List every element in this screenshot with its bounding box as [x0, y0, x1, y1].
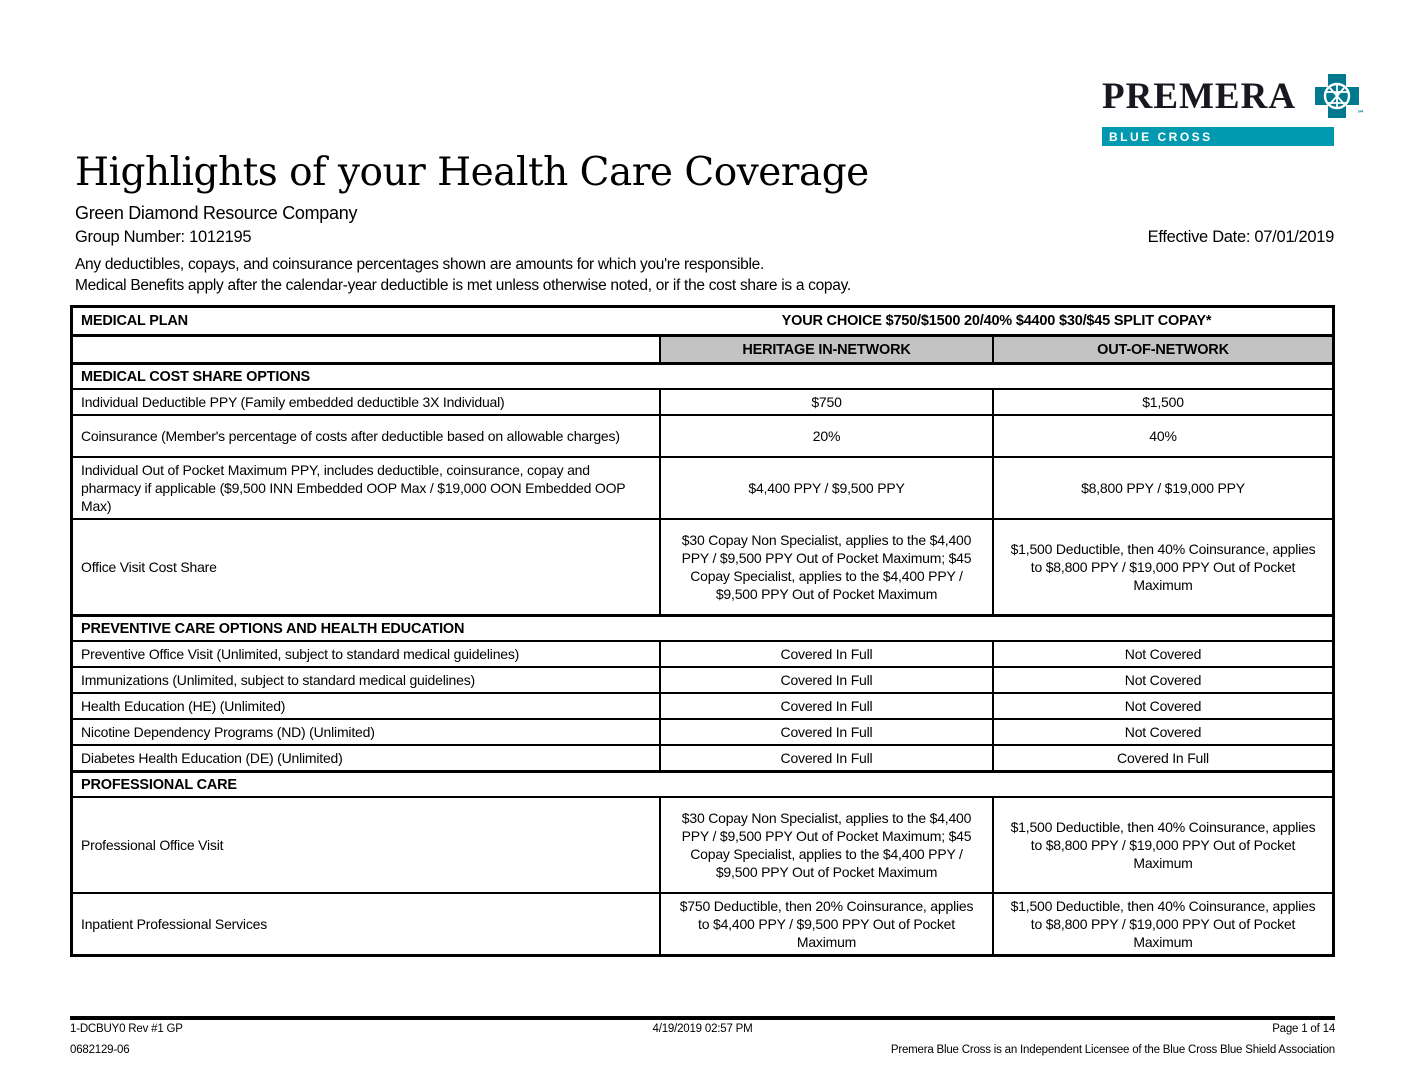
network-header-row: [73, 334, 1332, 362]
benefit-label: Office Visit Cost Share: [73, 520, 661, 614]
benefit-label: Coinsurance (Member's percentage of costs after deductible based on allowable charges): [73, 416, 661, 456]
in-network-value: $30 Copay Non Specialist, applies to the $4,400 PPY / $9,500 PPY Out of Pocket Maximum; $45 Copay Specialist, applies to the $4,400 PPY / $9,500 PPY Out of Pocket Maximum: [661, 520, 994, 614]
in-network-value: $750: [661, 390, 994, 414]
table-row-coinsurance: [73, 414, 1332, 456]
in-network-value: Covered In Full: [661, 746, 994, 770]
page-title: Highlights of your Health Care Coverage: [75, 150, 869, 195]
benefit-label: Preventive Office Visit (Unlimited, subject to standard medical guidelines): [73, 642, 661, 666]
in-network-value: $4,400 PPY / $9,500 PPY: [661, 458, 994, 518]
effective-date: Effective Date: 07/01/2019: [1147, 228, 1334, 246]
table-row-diabetes-health-education: [73, 744, 1332, 770]
service-mark: ℠: [1356, 109, 1366, 118]
out-of-network-value: Not Covered: [1124, 646, 1202, 662]
table-row-inpatient-professional-services: [73, 892, 1332, 954]
out-of-network-value: $1,500 Deductible, then 40% Coinsurance, applies to $8,800 PPY / $19,000 PPY Out of Pocket Maximum: [1010, 819, 1316, 871]
in-network-value: Covered In Full: [661, 694, 994, 718]
medical-plan-label: MEDICAL PLAN: [81, 313, 188, 329]
in-network-value: Covered In Full: [661, 642, 994, 666]
premera-wordmark: PREMERA: [1102, 75, 1297, 117]
footer-line-1: [70, 1023, 1335, 1035]
intro-text: [75, 254, 851, 296]
column-header-out-of-network: OUT-OF-NETWORK: [994, 337, 1332, 362]
footer-licensee-note: Premera Blue Cross is an Independent Licensee of the Blue Cross Blue Shield Association: [890, 1044, 1335, 1056]
out-of-network-value: $8,800 PPY / $19,000 PPY: [1081, 480, 1245, 496]
footer-rule: [70, 1016, 1335, 1020]
out-of-network-value: $1,500 Deductible, then 40% Coinsurance, applies to $8,800 PPY / $19,000 PPY Out of Pocket Maximum: [1010, 898, 1316, 950]
benefit-label: Inpatient Professional Services: [73, 894, 661, 954]
blue-cross-plus-icon: [1313, 72, 1366, 120]
table-row-individual-oop-max: [73, 456, 1332, 518]
out-of-network-value: Covered In Full: [1117, 750, 1209, 766]
plan-name: YOUR CHOICE $750/$1500 20/40% $4400 $30/$45 SPLIT COPAY*: [781, 313, 1212, 329]
in-network-value: 20%: [661, 416, 994, 456]
table-row-professional-office-visit: [73, 796, 1332, 892]
in-network-value: Covered In Full: [661, 720, 994, 744]
footer-page-number: Page 1 of 14: [1272, 1023, 1336, 1035]
out-of-network-value: Not Covered: [1124, 672, 1202, 688]
table-row-health-education: [73, 692, 1332, 718]
out-of-network-value: 40%: [1149, 428, 1177, 444]
benefit-label: Professional Office Visit: [73, 798, 661, 892]
premera-logo-row: [1102, 70, 1366, 122]
benefit-label: Diabetes Health Education (DE) (Unlimited): [73, 746, 661, 770]
out-of-network-value: $1,500 Deductible, then 40% Coinsurance, applies to $8,800 PPY / $19,000 PPY Out of Pocket Maximum: [1010, 541, 1316, 593]
table-row-office-visit-cost-share: [73, 518, 1332, 614]
group-number: Group Number: 1012195: [75, 228, 252, 246]
out-of-network-value: Not Covered: [1124, 724, 1202, 740]
section-header-preventive-care: PREVENTIVE CARE OPTIONS AND HEALTH EDUCATION: [73, 614, 1332, 640]
footer-line-2: [70, 1044, 1335, 1056]
medical-plan-row: [73, 308, 1332, 334]
benefits-table: [70, 305, 1335, 957]
premera-logo: [1102, 70, 1366, 146]
benefit-label: Health Education (HE) (Unlimited): [73, 694, 661, 718]
in-network-value: $750 Deductible, then 20% Coinsurance, applies to $4,400 PPY / $9,500 PPY Out of Pocket Maximum: [661, 894, 994, 954]
section-header-medical-cost-share: MEDICAL COST SHARE OPTIONS: [73, 362, 1332, 388]
benefit-label: Immunizations (Unlimited, subject to standard medical guidelines): [73, 668, 661, 692]
table-row-preventive-office-visit: [73, 640, 1332, 666]
section-header-professional-care: PROFESSIONAL CARE: [73, 770, 1332, 796]
in-network-value: $30 Copay Non Specialist, applies to the $4,400 PPY / $9,500 PPY Out of Pocket Maximum; $45 Copay Specialist, applies to the $4,400 PPY / $9,500 PPY Out of Pocket Maximum: [661, 798, 994, 892]
footer-print-timestamp: 4/19/2019 02:57 PM: [652, 1023, 753, 1035]
column-header-in-network: HERITAGE IN-NETWORK: [661, 337, 994, 362]
benefit-label: Individual Deductible PPY (Family embedded deductible 3X Individual): [73, 390, 661, 414]
table-row-nicotine-dependency: [73, 718, 1332, 744]
company-name: Green Diamond Resource Company: [75, 203, 358, 223]
benefit-label: Individual Out of Pocket Maximum PPY, includes deductible, coinsurance, copay and pharmacy if applicable ($9,500 INN Embedded OOP Max / $19,000 OON Embedded OOP Max): [73, 458, 661, 518]
intro-line-2: Medical Benefits apply after the calendar-year deductible is met unless otherwise noted, or if the cost share is a copay.: [75, 277, 851, 294]
out-of-network-value: $1,500: [1142, 394, 1184, 410]
table-row-individual-deductible: [73, 388, 1332, 414]
benefit-label: Nicotine Dependency Programs (ND) (Unlimited): [73, 720, 661, 744]
blue-cross-tagline-bar: BLUE CROSS: [1102, 127, 1334, 146]
intro-line-1: Any deductibles, copays, and coinsurance percentages shown are amounts for which you're responsible.: [75, 256, 764, 273]
out-of-network-value: Not Covered: [1124, 698, 1202, 714]
network-header-spacer: [73, 337, 661, 362]
footer-form-number: 0682129-06: [70, 1044, 130, 1056]
footer-doc-code: 1-DCBUY0 Rev #1 GP: [70, 1023, 183, 1035]
in-network-value: Covered In Full: [661, 668, 994, 692]
table-row-immunizations: [73, 666, 1332, 692]
